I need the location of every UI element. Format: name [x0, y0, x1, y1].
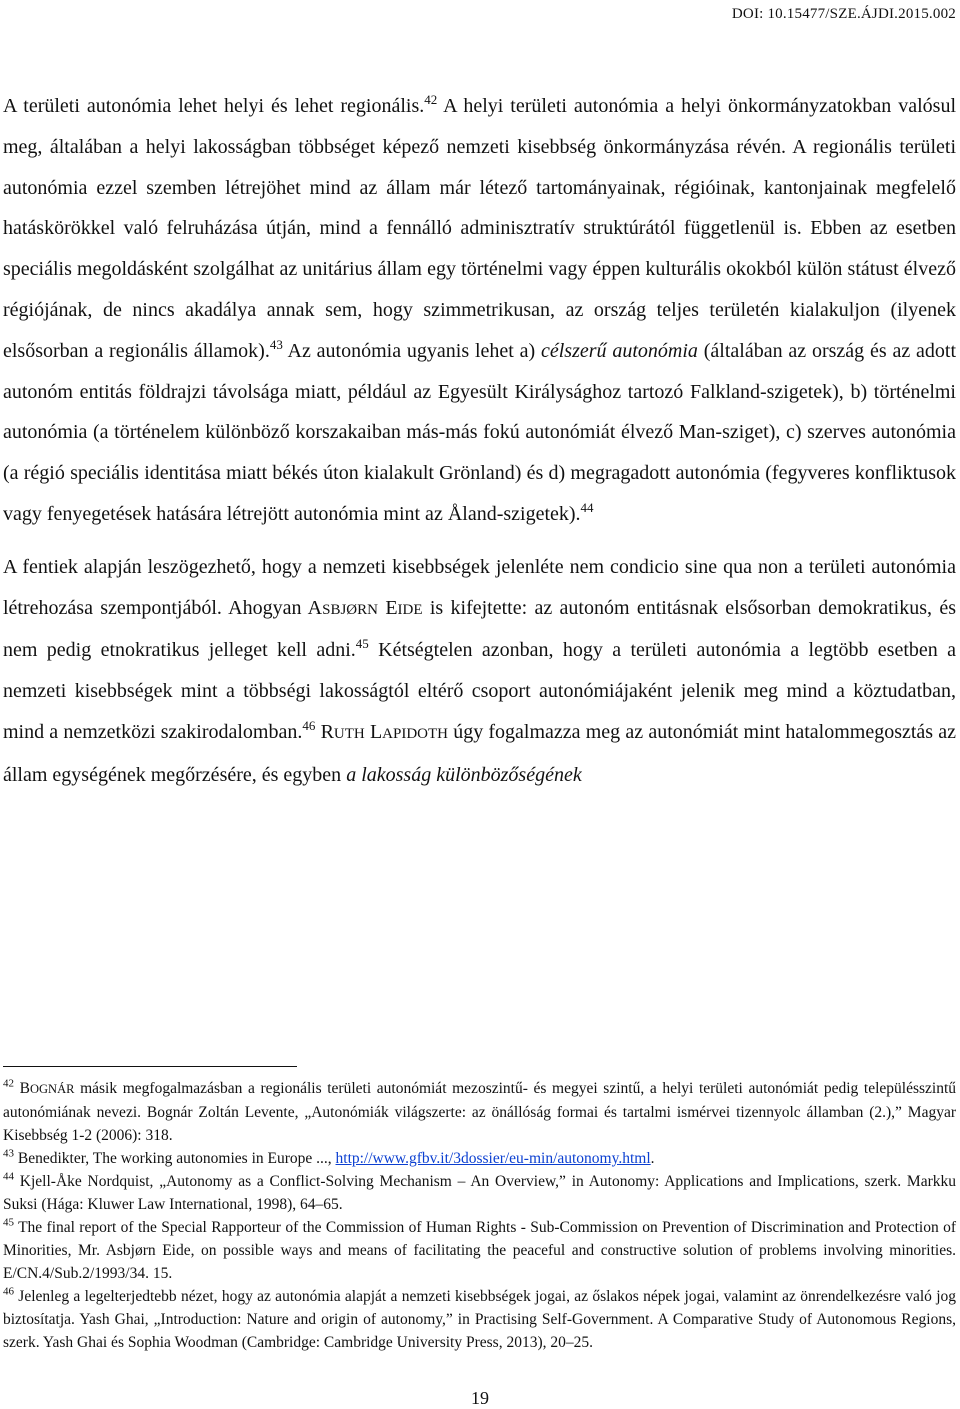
paragraph-minorities: A fentiek alapján leszögezhető, hogy a nemzeti kisebbségek jelenléte nem condicio sine qua non a területi autonómia létrehozása szempontjából. Ahogyan ASBJØRN EIDE is kifejtette: az autonóm entitásnak elsősorban demokratikus, és nem pedig etnokratikus jelleget kell adni.$^{45}$ Kétségtelen azonban, hogy a területi autonómia a legtöbb esetben a nemzeti kisebbségek mint a többségi lakosságtól eltérő csoport autonómiájaként jelenik meg mind a köztudatban, mind a nemzetközi szakirodalomban.$^{46}$ RUTH LAPIDOTH úgy fogalmazza meg az autonómiát mint hatalommegosztás az állam egységének megőrzésére, és egyben a lakosság különbözőségének: [3, 555, 957, 786]
italic-term: célszerű autonómia: [541, 339, 698, 362]
footnote-42: $^{42}$ BOGNÁR másik megfogalmazásban a regionális területi autonómiát mezoszintű- és megyei szintű, a helyi területi autonómiát pedig településszintű autonómiának nevezi. Bognár Zoltán Levente, „Autonómiák világszerte: az önállóság formai és tartalmi ismérvei tizennyolc államban (2.),” Magyar Kisebbség 1-2 (2006): 318.: [3, 1077, 957, 1144]
footnote-ref-44[interactable]: 44: [580, 499, 594, 515]
footnote-ref-45[interactable]: 45: [355, 636, 369, 652]
paragraph-territorial-autonomy: A területi autonómia lehet helyi és lehet regionális.$^{42}$ A helyi területi autonómia a helyi önkormányzatokban valósul meg, általában a helyi lakosságban többséget képező nemzeti kisebbség önkormányzása révén. A regionális területi autonómia ezzel szemben létrejöhet mind az állam már létező tartományainak, régióinak, kantonjainak megfelelő hatáskörökkel való felruházása útján, mind a fennálló adminisztratív struktúrától függetlenül is. Ebben az esetben speciális megoldásként szolgálhat az unitárius állam egy történelmi vagy éppen kulturális okokból külön státust élvező régiójának, de nincs akadálya annak sem, hogy szimmetrikusan, az ország teljes területén kialakuljon (ilyenek elsősorban a regionális államok).$^{43}$ Az autonómia ugyanis lehet a) célszerű autonómia (általában az ország és az adott autonóm entitás földrajzi távolsága miatt, például az Egyesült Királysághoz tartozó Falkland-szigetek), b) történelmi autonómia (a történelem különböző korszakaiban más-más fokú autonómiát élvező Man-sziget), c) szerves autonómia (a régió speciális identitása miatt békés úton kialakult Grönland) és d) megragadott autonómia (fegyveres konfliktusok vagy fenyegetések hatására létrejött autonómia mint az Åland-szigetek).$^{44}$: [3, 91, 957, 525]
page-number: 19: [471, 1388, 489, 1408]
footnote-ref-42[interactable]: 42: [424, 91, 438, 107]
main-text: [3, 86, 956, 796]
footnote-separator: [3, 1066, 297, 1067]
footnote-43: $^{43}$ Benedikter, The working autonomies in Europe ..., http://www.gfbv.it/3dossier/eu-min/autonomy.html.: [3, 1147, 655, 1167]
footnote-ref-43[interactable]: 43: [269, 336, 283, 352]
author-name-eide: ASBJØRN EIDE: [307, 596, 423, 619]
footnote-ref-46[interactable]: 46: [302, 717, 316, 733]
author-name-lapidoth: RUTH LAPIDOTH: [320, 720, 449, 743]
footnote-44: $^{44}$ Kjell-Åke Nordquist, „Autonomy as a Conflict-Solving Mechanism – An Overview,” in Autonomy: Applications and Implications, szerk. Markku Suksi (Hága: Kluwer Law International, 1998), 64–65.: [3, 1170, 956, 1213]
doi-header: DOI: 10.15477/SZE.ÁJDI.2015.002: [731, 6, 956, 22]
italic-phrase: a lakosság különbözőségének: [346, 763, 582, 786]
footnote-46: $^{46}$ Jelenleg a legelterjedtebb nézet, hogy az autonómia alapját a nemzeti kisebbségek jogai, az őslakos népek jogai, valamint az önrendelkezésre való jog biztosítatja. Yash Ghai, „Introduction: Nature and origin of autonomy,” in Practising Self-Government. A Comparative Study of Autonomous Regions, szerk. Yash Ghai és Sophia Woodman (Cambridge: Cambridge University Press, 2013), 20–25.: [3, 1285, 956, 1351]
footnotes: [3, 1077, 956, 1354]
autonomy-url-link[interactable]: http://www.gfbv.it/3dossier/eu-min/autonomy.html: [335, 1150, 651, 1167]
footnote-45: $^{45}$ The final report of the Special Rapporteur of the Commission of Human Rights - Sub-Commission on Prevention of Discrimination and Protection of Minorities, Mr. Asbjørn Eide, on possible ways and means of facilitating the peaceful and constructive solution of problems involving minorities. E/CN.4/Sub.2/1993/34. 15.: [3, 1216, 956, 1282]
